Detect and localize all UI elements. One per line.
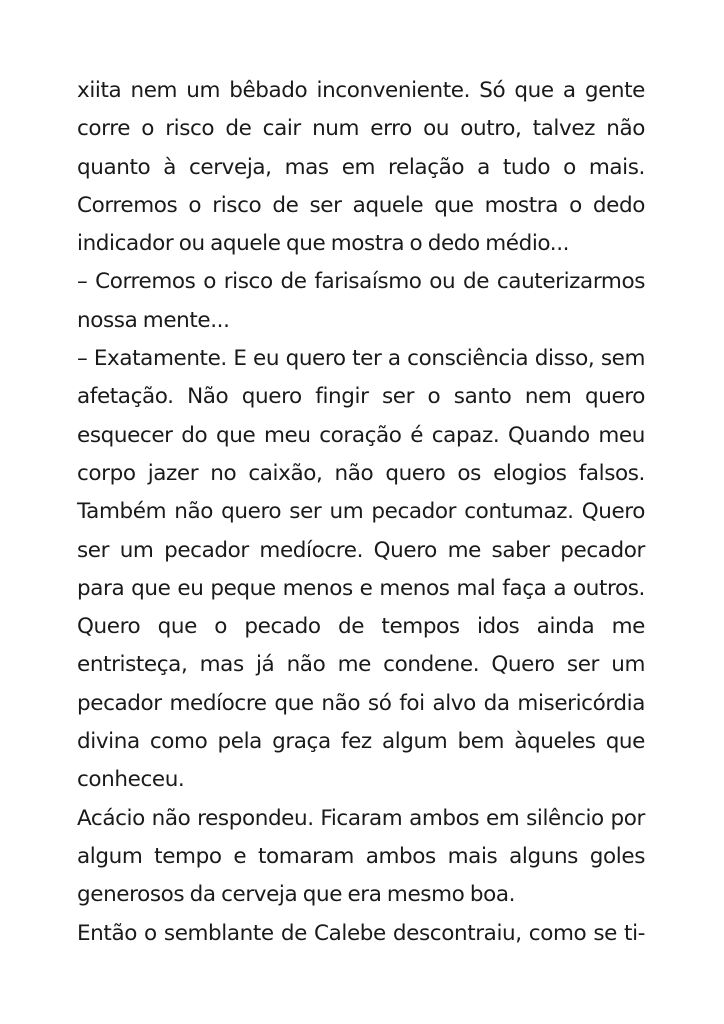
text-line: Corremos o risco de ser aquele que mostra o dedo: [77, 192, 645, 218]
text-line: entristeça, mas já não me condene. Quero ser um: [77, 652, 645, 678]
text-line: xiita nem um bêbado inconveniente. Só que a gente: [77, 78, 645, 103]
body-text: [77, 72, 645, 953]
text-line: Então o semblante de Calebe descontraiu, como se ti-: [77, 920, 645, 946]
text-line: Quero que o pecado de tempos idos ainda me: [77, 614, 645, 640]
text-line: para que eu peque menos e menos mal faça a outros.: [77, 575, 645, 601]
text-line: – Corremos o risco de farisaísmo ou de cauterizarmos: [77, 269, 645, 295]
text-line: Também não quero ser um pecador contumaz. Quero: [77, 499, 645, 525]
text-line: corpo jazer no caixão, não quero os elogios falsos.: [77, 460, 645, 486]
text-line: generosos da cerveja que era mesmo boa.: [77, 882, 516, 908]
text-line: esquecer do que meu coração é capaz. Quando meu: [77, 422, 645, 448]
text-line: ser um pecador medíocre. Quero me saber pecador: [77, 537, 645, 563]
text-line: corre o risco de cair num erro ou outro, talvez não: [77, 116, 645, 142]
text-line: divina como pela graça fez algum bem àqueles que: [77, 729, 645, 755]
text-line: – Exatamente. E eu quero ter a consciência disso, sem: [77, 346, 645, 372]
text-line: afetação. Não quero fingir ser o santo nem quero: [77, 384, 645, 410]
text-line: quanto à cerveja, mas em relação a tudo o mais.: [77, 154, 645, 180]
text-line: indicador ou aquele que mostra o dedo médio...: [77, 231, 570, 257]
text-line: nossa mente...: [77, 307, 230, 333]
text-line: pecador medíocre que não só foi alvo da misericórdia: [77, 690, 645, 716]
text-line: Acácio não respondeu. Ficaram ambos em silêncio por: [77, 805, 645, 831]
text-line: algum tempo e tomaram ambos mais alguns goles: [77, 843, 645, 869]
text-line: conheceu.: [77, 767, 185, 793]
